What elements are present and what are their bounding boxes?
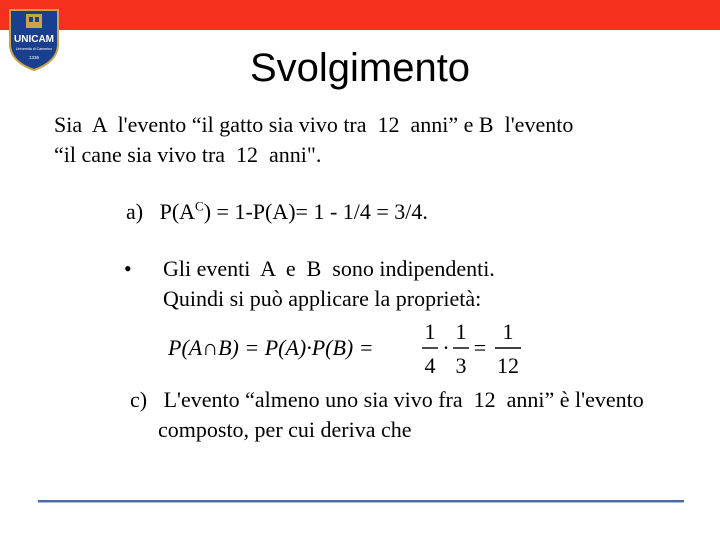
logo-name: UNICAM bbox=[14, 34, 54, 45]
item-a-prefix: a) P(A bbox=[126, 199, 196, 224]
fraction-2-numerator: 1 bbox=[455, 319, 467, 344]
item-a-superscript: C bbox=[195, 198, 204, 214]
fraction-2-denominator: 3 bbox=[455, 353, 467, 378]
formula-equals: = bbox=[473, 335, 487, 360]
fraction-3-numerator: 1 bbox=[502, 319, 514, 344]
formula-lhs: P(A∩B) = P(A)·P(B) = bbox=[168, 335, 374, 360]
fraction-3-denominator: 12 bbox=[497, 353, 519, 378]
item-a-suffix: ) = 1-P(A)= 1 - 1/4 = 3/4. bbox=[203, 199, 428, 224]
intro-line-2: “il cane sia vivo tra 12 anni". bbox=[54, 142, 322, 167]
top-header-bar bbox=[0, 0, 720, 30]
slide-title: Svolgimento bbox=[249, 46, 471, 90]
formula-dot: · bbox=[442, 335, 450, 360]
item-c-line-1: c) L'evento “almeno uno sia vivo fra 12 anni” è l'evento bbox=[130, 387, 644, 412]
bullet-line-1: Gli eventi A e B sono indipendenti. bbox=[163, 256, 495, 281]
logo-year: 1336 bbox=[28, 55, 40, 60]
footer-divider-shadow bbox=[38, 502, 684, 503]
fraction-1-denominator: 4 bbox=[424, 353, 436, 378]
probability-formula bbox=[168, 315, 528, 383]
item-c-line-2: composto, per cui deriva che bbox=[158, 417, 412, 442]
intro-line-1: Sia A l'evento “il gatto sia vivo tra 12 anni” e B l'evento bbox=[54, 112, 574, 137]
logo-subtitle: Università di Camerino bbox=[15, 47, 53, 51]
item-a bbox=[126, 197, 428, 227]
fraction-1-numerator: 1 bbox=[424, 319, 436, 344]
bullet-icon: • bbox=[124, 256, 132, 281]
bullet-line-2: Quindi si può applicare la proprietà: bbox=[163, 286, 482, 311]
